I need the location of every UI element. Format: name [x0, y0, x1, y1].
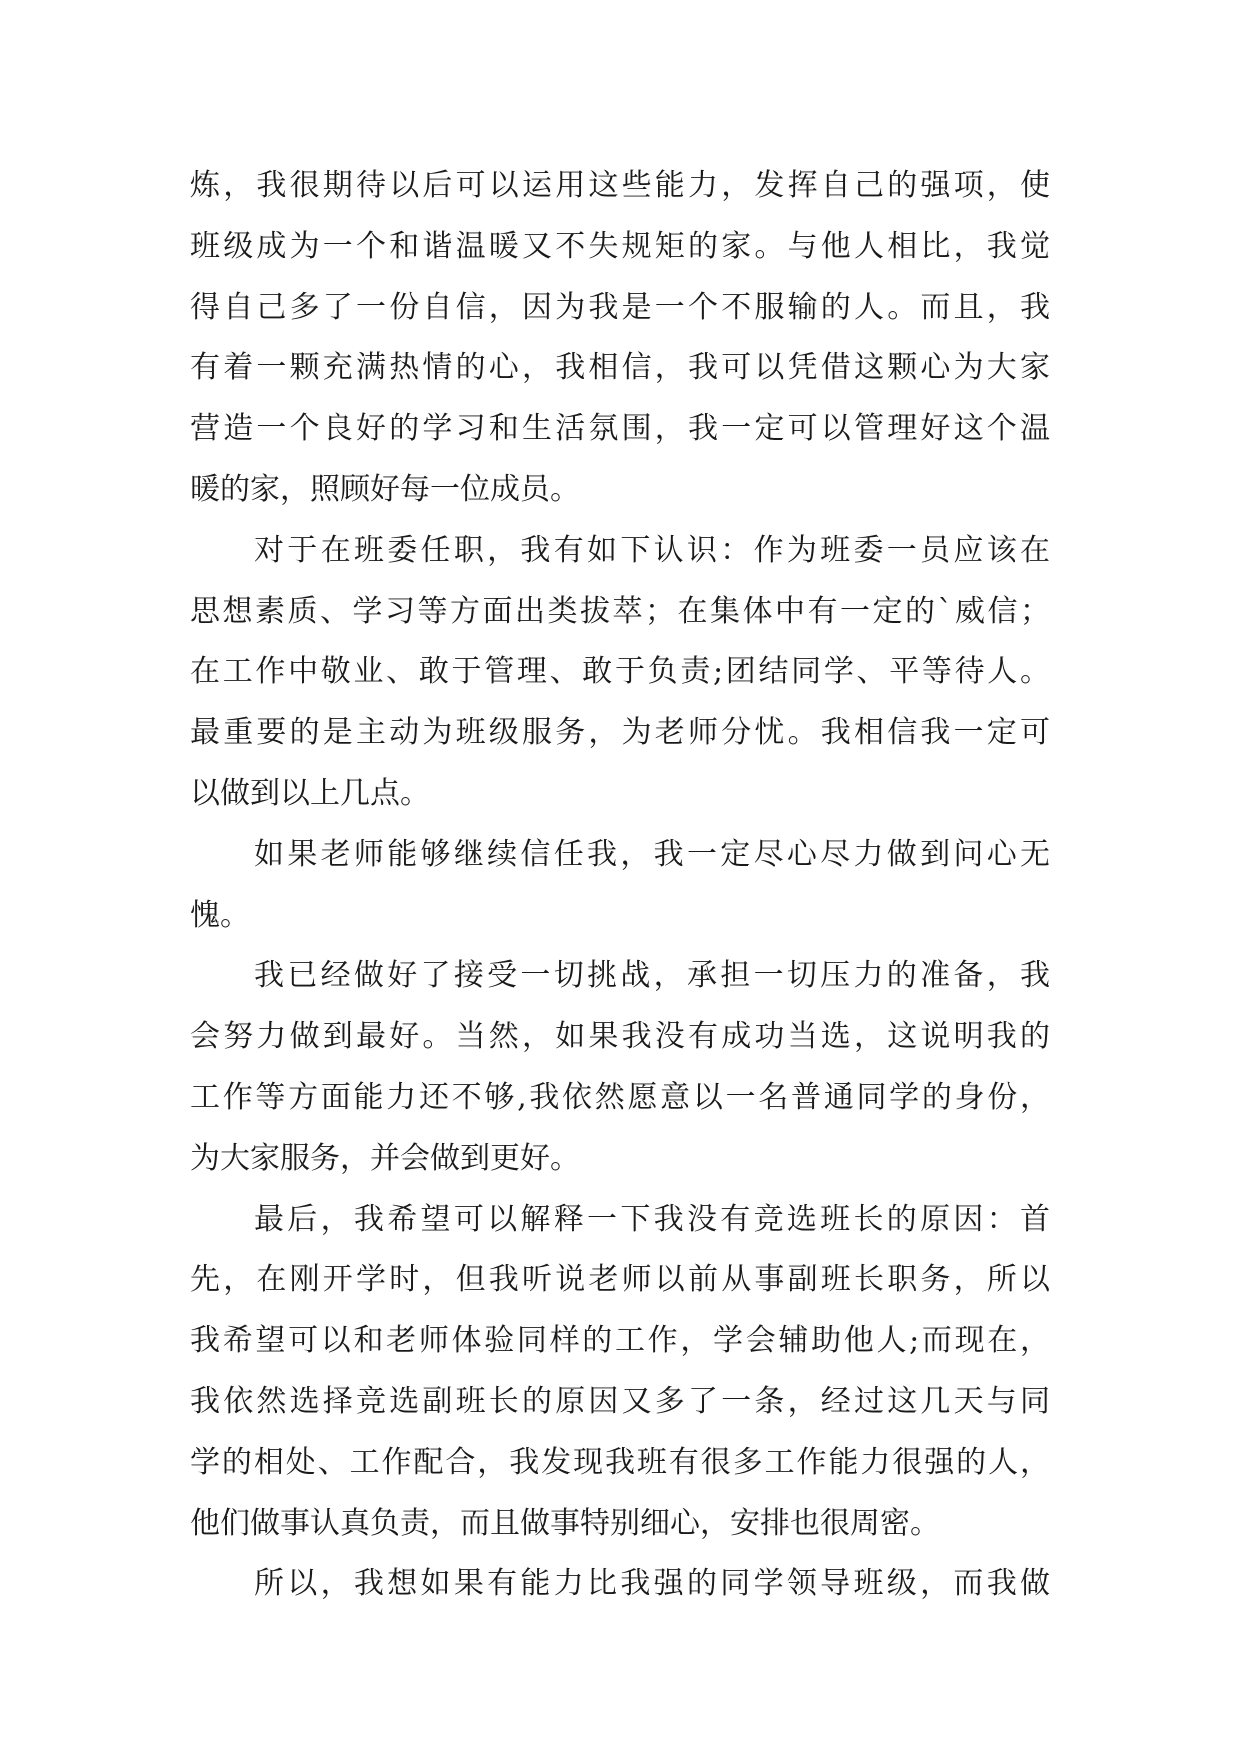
text-line: 班级成为一个和谐温暖又不失规矩的家。与他人相比，我觉: [190, 228, 1050, 264]
text-line: 得自己多了一份自信，因为我是一个不服输的人。而且，我: [190, 289, 1050, 325]
text-line: 思想素质、学习等方面出类拔萃；在集体中有一定的`威信；: [190, 593, 1050, 629]
text-line: 最后，我希望可以解释一下我没有竞选班长的原因：首: [254, 1201, 1050, 1237]
text-line: 工作等方面能力还不够,我依然愿意以一名普通同学的身份，: [190, 1079, 1050, 1115]
text-line: 炼，我很期待以后可以运用这些能力，发挥自己的强项，使: [190, 168, 1050, 203]
text-line: 对于在班委任职，我有如下认识：作为班委一员应该在: [254, 532, 1050, 568]
text-line: 以做到以上几点。: [190, 775, 430, 811]
text-line: 学的相处、工作配合，我发现我班有很多工作能力很强的人，: [190, 1444, 1050, 1480]
text-line: 为大家服务，并会做到更好。: [190, 1140, 580, 1176]
text-line: 暖的家，照顾好每一位成员。: [190, 471, 580, 507]
text-line: 有着一颗充满热情的心，我相信，我可以凭借这颗心为大家: [190, 350, 1050, 386]
text-line: 我依然选择竞选副班长的原因又多了一条，经过这几天与同: [190, 1383, 1050, 1419]
text-line: 在工作中敬业、敢于管理、敢于负责;团结同学、平等待人。: [190, 654, 1050, 690]
text-line: 愧。: [190, 897, 250, 933]
text-line: 我已经做好了接受一切挑战，承担一切压力的准备，我: [254, 958, 1050, 994]
text-line: 先，在刚开学时，但我听说老师以前从事副班长职务，所以: [190, 1262, 1050, 1298]
text-line: 营造一个良好的学习和生活氛围，我一定可以管理好这个温: [190, 411, 1050, 447]
text-line: 如果老师能够继续信任我，我一定尽心尽力做到问心无: [254, 836, 1050, 872]
document-body: [190, 156, 1050, 1615]
text-line: 会努力做到最好。当然，如果我没有成功当选，这说明我的: [190, 1019, 1050, 1055]
text-line: 所以，我想如果有能力比我强的同学领导班级，而我做: [254, 1566, 1050, 1602]
text-line: 最重要的是主动为班级服务，为老师分忧。我相信我一定可: [190, 715, 1050, 751]
text-line: 他们做事认真负责，而且做事特别细心，安排也很周密。: [190, 1505, 940, 1541]
text-line: 我希望可以和老师体验同样的工作，学会辅助他人;而现在，: [190, 1323, 1050, 1359]
